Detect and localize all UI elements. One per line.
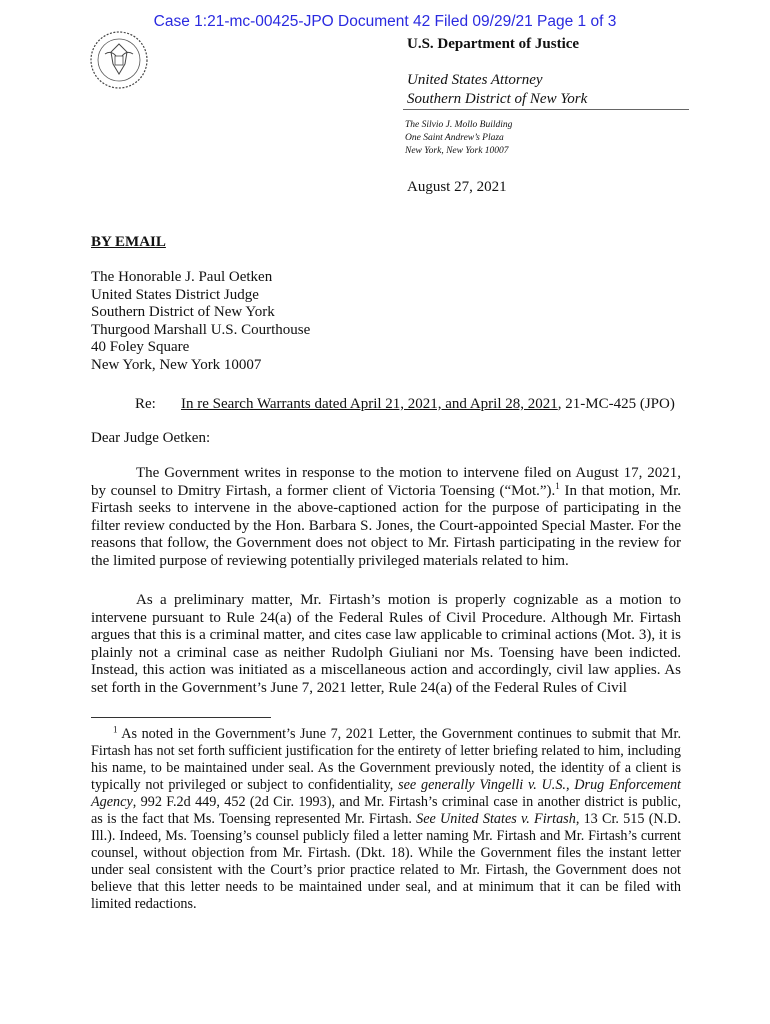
re-label: Re: [135, 396, 156, 412]
office-line: Southern District of New York [407, 91, 588, 107]
re-subject [181, 396, 675, 413]
address-line: New York, New York 10007 [405, 146, 509, 156]
footnote-text: , 992 F.2d 449, 452 (2d Cir. 1993), and Mr. Firtash’s criminal case in another district is public, as is the fact that Ms. Toensing represented Mr. Firtash. [91, 794, 681, 827]
letter-date: August 27, 2021 [407, 179, 507, 195]
address-line: One Saint Andrew’s Plaza [405, 133, 504, 143]
case-title: In re Search Warrants dated April 21, 2021, and April 28, 2021 [181, 396, 558, 412]
recipient-line: Thurgood Marshall U.S. Courthouse [91, 321, 311, 338]
recipient-block [91, 269, 310, 375]
recipient-line: Southern District of New York [91, 304, 275, 321]
recipient-line: New York, New York 10007 [91, 356, 262, 373]
recipient-line: The Honorable J. Paul Oetken [91, 269, 273, 285]
office-address [405, 119, 512, 158]
recipient-line: United States District Judge [91, 286, 259, 303]
footnote-text: As noted in the Government’s June 7, 2021 Letter, the Government continues to submit that Mr. Firtash has not set forth sufficient justification for the entirety of letter briefing related to him, including his name, to be maintained under seal. As the Government previously noted, the identity of a client is typically not privileged or subject to confidentiality, [91, 726, 681, 793]
department-name: U.S. Department of Justice [407, 36, 580, 52]
delivery-method: BY EMAIL [91, 234, 166, 250]
footnote-divider [91, 717, 271, 718]
doj-seal-icon [89, 30, 149, 90]
office-name [407, 71, 587, 109]
footnote-text: , 13 Cr. 515 (N.D. Ill.). Indeed, Ms. Toensing’s counsel publicly filed a letter naming Mr. Firtash and Mr. Firtash’s current counsel, without objection from Mr. Firtash. (Dkt. 18). While the Government files the instant letter under seal consistent with the Court’s prior practice related to Mr. Firtash, the Government does not believe that this letter needs to be maintained under seal, and at minimum that it can be filed with limited redactions. [91, 811, 682, 912]
footnote [91, 726, 681, 913]
citation: See United States v. Firtash [416, 811, 576, 827]
body-paragraph [91, 465, 681, 571]
address-line: The Silvio J. Mollo Building [405, 120, 513, 130]
court-filing-stamp: Case 1:21-mc-00425-JPO Document 42 Filed 09/29/21 Page 1 of 3 [153, 13, 617, 30]
paragraph-text: In that motion, Mr. Firtash seeks to intervene in the above-captioned action for the purpose of participating in the filter review conducted by the Hon. Barbara S. Jones, the Court-appointed Special Master. For the reasons that follow, the Government does not object to Mr. Firtash participating in the review for the limited purpose of reviewing potentially privileged materials related to him. [91, 482, 681, 569]
salutation: Dear Judge Oetken: [91, 430, 211, 446]
recipient-line: 40 Foley Square [91, 339, 190, 356]
letterhead-divider [403, 109, 689, 110]
case-number: , 21-MC-425 (JPO) [557, 396, 675, 412]
footnote-number: 1 [113, 724, 118, 735]
footnote-ref: 1 [555, 480, 560, 491]
body-paragraph: As a preliminary matter, Mr. Firtash’s motion is properly cognizable as a motion to intervene pursuant to Rule 24(a) of the Federal Rules of Civil Procedure. Although Mr. Firtash argues that this is a criminal matter, and cites case law applicable to criminal actions (Mot. 3), it is plainly not a criminal case as neither Rudolph Giuliani nor Ms. Toensing have been indicted. Instead, this action was initiated as a miscellaneous action and accordingly, civil law applies. As set forth in the Government’s June 7, 2021 letter, Rule 24(a) of the Federal Rules of Civil [91, 592, 681, 696]
paragraph-text: The Government writes in response to the motion to intervene filed on August 17, 2021, by counsel to Dmitry Firtash, a former client of Victoria Toensing (“Mot.”). [91, 465, 681, 499]
office-line: United States Attorney [407, 72, 543, 88]
citation: see generally Vingelli v. U.S., Drug Enforcement Agency [91, 777, 681, 810]
